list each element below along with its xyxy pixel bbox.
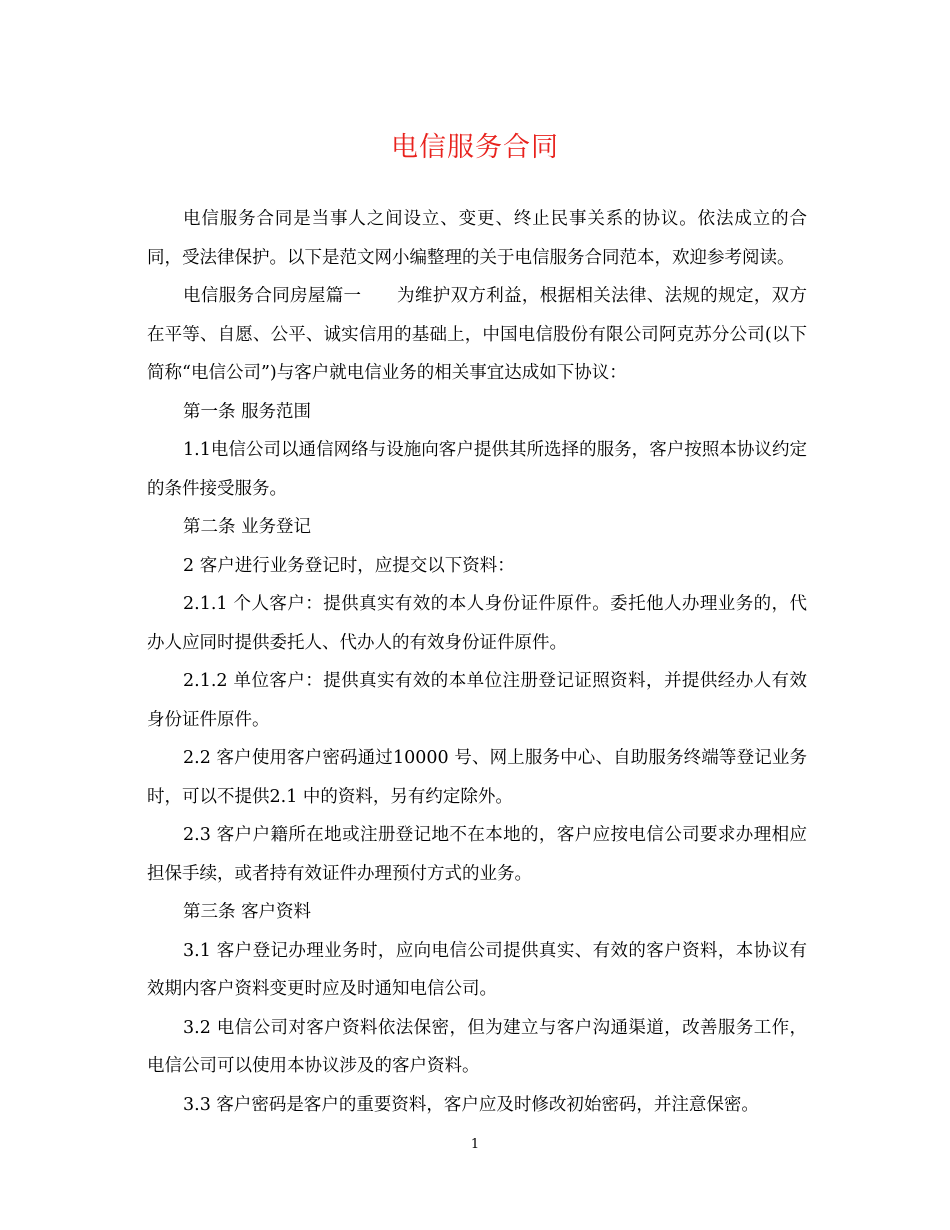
clause-2-1-2: 2.1.2 单位客户：提供真实有效的本单位注册登记证照资料，并提供经办人有效身份证件原件。 <box>147 671 807 730</box>
paragraph-intro: 电信服务合同是当事人之间设立、变更、终止民事关系的协议。依法成立的合同，受法律保护。以下是范文网小编整理的关于电信服务合同范本，欢迎参考阅读。 <box>147 209 807 268</box>
clause-1-1: 1.1电信公司以通信网络与设施向客户提供其所选择的服务，客户按照本协议约定的条件接受服务。 <box>147 440 807 499</box>
section-heading-2: 第二条 业务登记 <box>183 517 312 537</box>
clause-3-3: 3.3 客户密码是客户的重要资料，客户应及时修改初始密码，并注意保密。 <box>183 1094 759 1115</box>
clause-2-2: 2.2 客户使用客户密码通过10000 号、网上服务中心、自助服务终端等登记业务时，可以不提供2.1 中的资料，另有约定除外。 <box>147 748 807 807</box>
section-heading-1: 第一条 服务范围 <box>183 401 312 422</box>
clause-2: 2 客户进行业务登记时，应提交以下资料： <box>183 555 515 576</box>
clause-2-1-1: 2.1.1 个人客户：提供真实有效的本人身份证件原件。委托他人办理业务的，代办人应同时提供委托人、代办人的有效身份证件原件。 <box>147 594 807 653</box>
clause-3-2: 3.2 电信公司对客户资料依法保密，但为建立与客户沟通渠道，改善服务工作，电信公司可以使用本协议涉及的客户资料。 <box>147 1017 807 1076</box>
paragraph-preamble: 电信服务合同房屋篇一 为维护双方利益，根据相关法律、法规的规定，双方在平等、自愿、公平、诚实信用的基础上，中国电信股份有限公司阿克苏分公司(以下简称“电信公司”)与客户就电信业务的相关事宜达成如下协议： <box>147 286 807 383</box>
section-heading-3: 第三条 客户资料 <box>183 902 312 922</box>
page-number: 1 <box>470 1137 480 1152</box>
document-body <box>147 200 807 1124</box>
clause-2-3: 2.3 客户户籍所在地或注册登记地不在本地的，客户应按电信公司要求办理相应担保手续，或者持有效证件办理预付方式的业务。 <box>147 825 807 884</box>
clause-3-1: 3.1 客户登记办理业务时，应向电信公司提供真实、有效的客户资料，本协议有效期内客户资料变更时应及时通知电信公司。 <box>147 940 807 999</box>
document-title: 电信服务合同 <box>391 132 559 163</box>
